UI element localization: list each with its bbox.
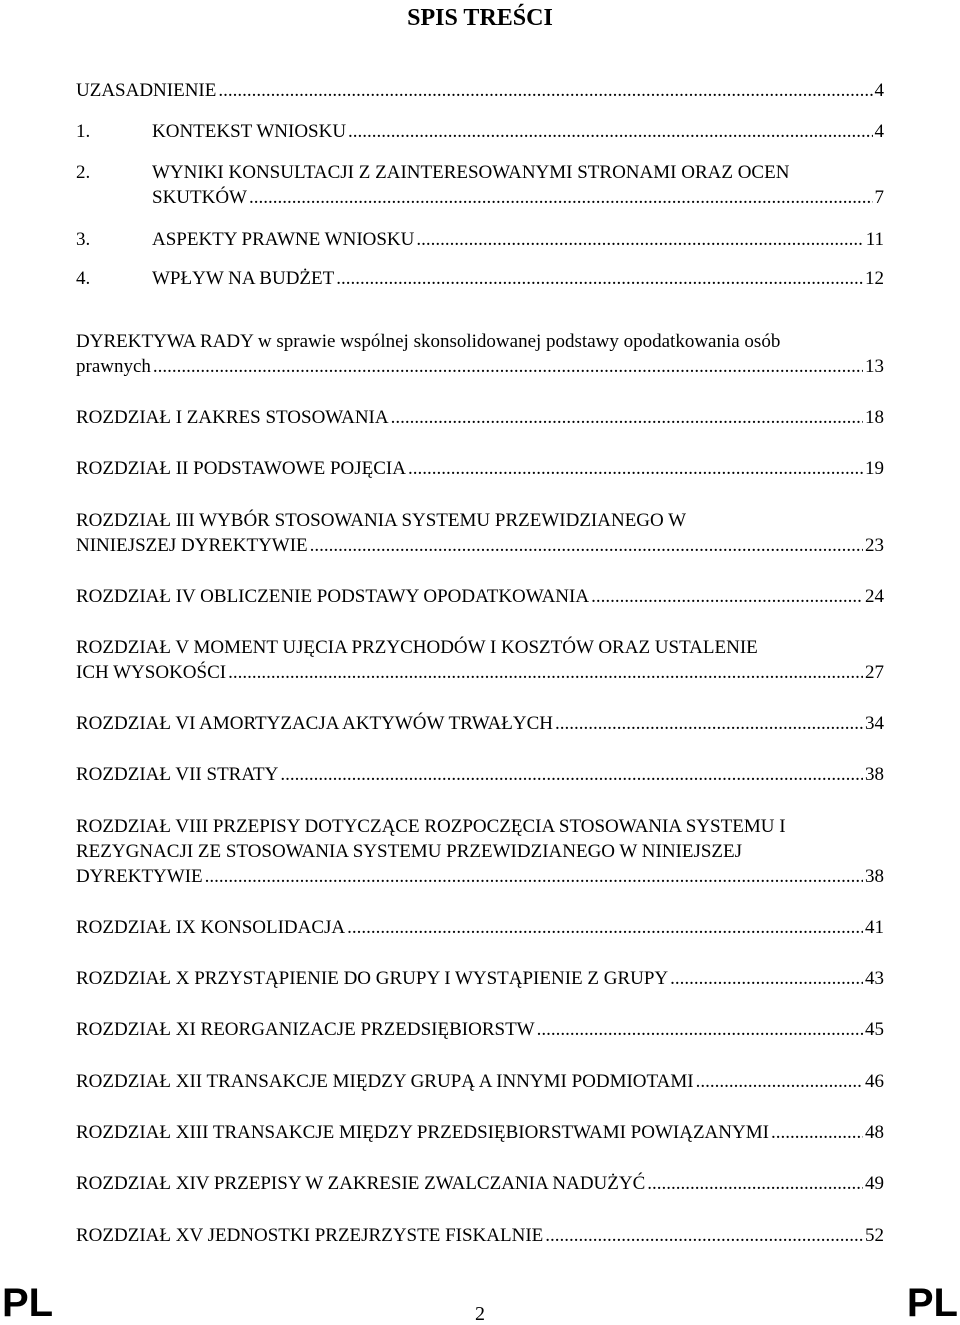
toc-entry[interactable]: [76, 1171, 884, 1196]
toc-leader-dots: [336, 266, 863, 291]
toc-entry-title: ROZDZIAŁ I ZAKRES STOSOWANIA: [76, 407, 389, 428]
toc-entry-title: ROZDZIAŁ XIII TRANSAKCJE MIĘDZY PRZEDSIĘBIORSTWAMI POWIĄZANYMI: [76, 1122, 769, 1143]
page-title: SPIS TREŚCI: [407, 5, 553, 31]
toc-entry-title: SKUTKÓW: [152, 187, 247, 208]
toc-entry[interactable]: [76, 1223, 884, 1248]
toc-page-number: 12: [865, 268, 884, 289]
toc-entry[interactable]: [76, 966, 884, 991]
toc-entry-title: UZASADNIENIE: [76, 80, 217, 101]
toc-leader-dots: [696, 1069, 863, 1094]
toc-entry-title: ROZDZIAŁ XI REORGANIZACJE PRZEDSIĘBIORSTW: [76, 1019, 535, 1040]
toc-entry-title: ROZDZIAŁ IV OBLICZENIE PODSTAWY OPODATKOWANIA: [76, 586, 590, 607]
toc-leader-dots: [218, 78, 872, 103]
footer-language-code-left: PL: [2, 1281, 54, 1325]
toc-page-number: 45: [865, 1019, 884, 1040]
toc-leader-dots: [205, 864, 863, 889]
toc-entry-title: prawnych: [76, 356, 151, 377]
toc-entry-title: ROZDZIAŁ VII STRATY: [76, 764, 279, 785]
toc-entry-number: 2.: [76, 162, 91, 183]
toc-entry-title-line1: ROZDZIAŁ V MOMENT UJĘCIA PRZYCHODÓW I KOSZTÓW ORAZ USTALENIE: [76, 637, 758, 658]
toc-entry[interactable]: [76, 814, 884, 889]
toc-page-number: 19: [865, 458, 884, 479]
toc-entry-number: 3.: [76, 229, 91, 250]
toc-entry-title-line2: REZYGNACJI ZE STOSOWANIA SYSTEMU PRZEWIDZIANEGO W NINIEJSZEJ: [76, 841, 743, 862]
toc-leader-dots: [555, 711, 863, 736]
toc-entry-title-line1: ROZDZIAŁ III WYBÓR STOSOWANIA SYSTEMU PRZEWIDZIANEGO W: [76, 510, 687, 531]
toc-page-number: 43: [865, 968, 884, 989]
footer-page-number: 2: [475, 1303, 485, 1325]
toc-page-number: 49: [865, 1173, 884, 1194]
toc-leader-dots: [391, 405, 863, 430]
toc-entry-title: ICH WYSOKOŚCI: [76, 662, 227, 683]
toc-leader-dots: [228, 660, 863, 685]
toc-entry[interactable]: [76, 584, 884, 609]
toc-entry-title: DYREKTYWIE: [76, 866, 203, 887]
toc-entry-title: ROZDZIAŁ XII TRANSAKCJE MIĘDZY GRUPĄ A INNYMI PODMIOTAMI: [76, 1071, 694, 1092]
toc-entry-title: ROZDZIAŁ II PODSTAWOWE POJĘCIA: [76, 458, 406, 479]
toc-entry-title: ROZDZIAŁ XV JEDNOSTKI PRZEJRZYSTE FISKALNIE: [76, 1225, 544, 1246]
footer-language-code-right: PL: [906, 1281, 958, 1325]
toc-entry[interactable]: [76, 405, 884, 430]
toc-leader-dots: [347, 915, 863, 940]
toc-leader-dots: [591, 584, 863, 609]
toc-entry-number: 4.: [76, 268, 91, 289]
toc-leader-dots: [408, 456, 863, 481]
toc-entry[interactable]: [76, 711, 884, 736]
toc-page-number: 4: [874, 121, 884, 142]
toc-entry[interactable]: [76, 266, 884, 291]
toc-entry-title: NINIEJSZEJ DYREKTYWIE: [76, 535, 308, 556]
toc-entry-title: ROZDZIAŁ VI AMORTYZACJA AKTYWÓW TRWAŁYCH: [76, 713, 554, 734]
toc-page-number: 48: [865, 1122, 884, 1143]
toc-page-number: 4: [874, 80, 884, 101]
toc-page-number: 38: [865, 764, 884, 785]
toc-entry[interactable]: [76, 119, 884, 144]
toc-leader-dots: [310, 533, 863, 558]
toc-leader-dots: [771, 1120, 863, 1145]
toc-page-number: 13: [865, 356, 884, 377]
toc-page-number: 46: [865, 1071, 884, 1092]
toc-entry[interactable]: [76, 227, 884, 252]
toc-entry[interactable]: [76, 508, 884, 558]
toc-leader-dots: [249, 185, 873, 210]
toc-leader-dots: [647, 1171, 863, 1196]
toc-entry[interactable]: [76, 915, 884, 940]
toc-leader-dots: [153, 354, 863, 379]
toc-page-number: 24: [865, 586, 884, 607]
toc-entry[interactable]: [76, 635, 884, 685]
toc-entry[interactable]: [76, 78, 884, 103]
toc-page-number: 11: [865, 229, 884, 250]
toc-entry[interactable]: [76, 160, 884, 210]
toc-entry-title: ROZDZIAŁ X PRZYSTĄPIENIE DO GRUPY I WYSTĄPIENIE Z GRUPY: [76, 968, 669, 989]
toc-entry[interactable]: [76, 762, 884, 787]
toc-leader-dots: [670, 966, 863, 991]
toc-page-number: 34: [865, 713, 884, 734]
toc-entry-number: 1.: [76, 121, 91, 142]
toc-entry-title-line1: DYREKTYWA RADY w sprawie wspólnej skonsolidowanej podstawy opodatkowania osób: [76, 331, 781, 352]
toc-page-number: 7: [874, 187, 884, 208]
toc-entry-title: ROZDZIAŁ IX KONSOLIDACJA: [76, 917, 346, 938]
toc-leader-dots: [416, 227, 863, 252]
toc-entry[interactable]: [76, 1069, 884, 1094]
toc-entry[interactable]: [76, 456, 884, 481]
toc-entry-title: WPŁYW NA BUDŻET: [152, 268, 335, 289]
toc-page-number: 41: [865, 917, 884, 938]
toc-entry-title-line1: ROZDZIAŁ VIII PRZEPISY DOTYCZĄCE ROZPOCZĘCIA STOSOWANIA SYSTEMU I: [76, 816, 786, 837]
toc-entry[interactable]: [76, 329, 884, 379]
toc-entry-title: KONTEKST WNIOSKU: [152, 121, 347, 142]
toc-page-number: 52: [865, 1225, 884, 1246]
toc-leader-dots: [545, 1223, 863, 1248]
toc-entry[interactable]: [76, 1120, 884, 1145]
toc-page-number: 27: [865, 662, 884, 683]
toc-entry[interactable]: [76, 1017, 884, 1042]
toc-page-number: 18: [865, 407, 884, 428]
toc-entry-title: ROZDZIAŁ XIV PRZEPISY W ZAKRESIE ZWALCZANIA NADUŻYĆ: [76, 1173, 646, 1194]
toc-leader-dots: [348, 119, 872, 144]
toc-page-number: 23: [865, 535, 884, 556]
toc-entry-title-line1: WYNIKI KONSULTACJI Z ZAINTERESOWANYMI STRONAMI ORAZ OCEN: [152, 162, 790, 183]
toc-page-number: 38: [865, 866, 884, 887]
toc-entry-title: ASPEKTY PRAWNE WNIOSKU: [152, 229, 415, 250]
toc-leader-dots: [537, 1017, 863, 1042]
toc-leader-dots: [280, 762, 863, 787]
